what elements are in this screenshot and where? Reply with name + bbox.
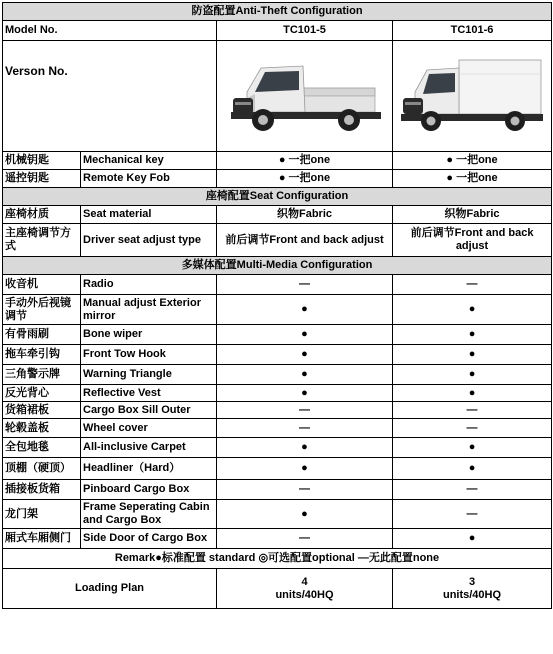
loading-a-unit: units/40HQ bbox=[275, 588, 334, 601]
row-value-b: ● bbox=[393, 529, 552, 549]
row-value-a: 前后调节Front and back adjust bbox=[217, 224, 393, 257]
row-value-a: ● bbox=[217, 365, 393, 385]
loading-row bbox=[3, 569, 552, 609]
row-value-b: ● bbox=[393, 345, 552, 365]
row-value-b: ● bbox=[393, 325, 552, 345]
row-en-label: Frame Seperating Cabin and Cargo Box bbox=[81, 500, 217, 529]
row-en-label: Cargo Box Sill Outer bbox=[81, 402, 217, 419]
row-value-b: ● 一把one bbox=[393, 170, 552, 188]
row-cn-label: 收音机 bbox=[3, 275, 81, 295]
row-cn-label: 三角警示牌 bbox=[3, 365, 81, 385]
version-row bbox=[3, 41, 552, 152]
row-en-label: All-inclusive Carpet bbox=[81, 438, 217, 458]
row-en-label: Warning Triangle bbox=[81, 365, 217, 385]
row-en-label: Pinboard Cargo Box bbox=[81, 480, 217, 500]
table-row bbox=[3, 224, 552, 257]
table-row bbox=[3, 295, 552, 325]
loading-b-unit: units/40HQ bbox=[442, 588, 502, 601]
row-en-label: Driver seat adjust type bbox=[81, 224, 217, 257]
table-row bbox=[3, 345, 552, 365]
loading-a bbox=[217, 569, 393, 609]
row-value-a: ● bbox=[217, 500, 393, 529]
remark-row bbox=[3, 549, 552, 569]
row-cn-label: 全包地毯 bbox=[3, 438, 81, 458]
row-value-b: ● 一把one bbox=[393, 152, 552, 170]
row-value-a: 织物Fabric bbox=[217, 206, 393, 224]
table-row bbox=[3, 458, 552, 480]
row-value-a: ● bbox=[217, 458, 393, 480]
row-value-a: ● bbox=[217, 438, 393, 458]
row-cn-label: 厢式车厢侧门 bbox=[3, 529, 81, 549]
table-row bbox=[3, 206, 552, 224]
row-value-a: ● 一把one bbox=[217, 152, 393, 170]
row-value-a: ● bbox=[217, 325, 393, 345]
row-value-a: — bbox=[217, 480, 393, 500]
row-cn-label: 座椅材质 bbox=[3, 206, 81, 224]
spec-table bbox=[2, 2, 552, 609]
row-value-a: ● bbox=[217, 295, 393, 325]
loading-label: Loading Plan bbox=[3, 569, 217, 609]
model-row bbox=[3, 21, 552, 41]
row-en-label: Front Tow Hook bbox=[81, 345, 217, 365]
row-cn-label: 反光背心 bbox=[3, 385, 81, 402]
row-value-b: ● bbox=[393, 295, 552, 325]
table-row bbox=[3, 438, 552, 458]
row-en-label: Mechanical key bbox=[81, 152, 217, 170]
row-cn-label: 货箱裙板 bbox=[3, 402, 81, 419]
row-en-label: Radio bbox=[81, 275, 217, 295]
table-row bbox=[3, 480, 552, 500]
row-value-b: — bbox=[393, 500, 552, 529]
truck-a-cell bbox=[217, 41, 393, 152]
table-row bbox=[3, 325, 552, 345]
model-label: Model No. bbox=[3, 21, 217, 41]
version-label: Verson No. bbox=[3, 41, 217, 152]
row-value-a: — bbox=[217, 275, 393, 295]
row-cn-label: 机械钥匙 bbox=[3, 152, 81, 170]
row-value-a: — bbox=[217, 402, 393, 419]
remark-text: Remark●标准配置 standard ◎可选配置optional —无此配置none bbox=[3, 549, 552, 569]
row-en-label: Reflective Vest bbox=[81, 385, 217, 402]
row-en-label: Side Door of Cargo Box bbox=[81, 529, 217, 549]
row-cn-label: 顶棚（硬顶） bbox=[3, 458, 81, 480]
row-value-a: ● bbox=[217, 345, 393, 365]
row-value-b: — bbox=[393, 480, 552, 500]
section-title: 座椅配置Seat Configuration bbox=[3, 188, 552, 206]
table-row bbox=[3, 385, 552, 402]
row-value-a: — bbox=[217, 419, 393, 438]
row-value-a: ● bbox=[217, 385, 393, 402]
row-value-b: ● bbox=[393, 458, 552, 480]
truck-b-cell bbox=[393, 41, 552, 152]
table-row bbox=[3, 365, 552, 385]
row-value-b: ● bbox=[393, 365, 552, 385]
box-truck-icon bbox=[397, 54, 547, 138]
row-value-b: — bbox=[393, 275, 552, 295]
section-title: 多媒体配置Multi-Media Configuration bbox=[3, 257, 552, 275]
row-cn-label: 遥控钥匙 bbox=[3, 170, 81, 188]
section-seat bbox=[3, 188, 552, 206]
row-value-a: — bbox=[217, 529, 393, 549]
loading-a-num: 4 bbox=[301, 575, 308, 588]
row-value-a: ● 一把one bbox=[217, 170, 393, 188]
row-cn-label: 龙门架 bbox=[3, 500, 81, 529]
section-multimedia bbox=[3, 257, 552, 275]
row-cn-label: 有骨雨刷 bbox=[3, 325, 81, 345]
table-row bbox=[3, 275, 552, 295]
row-en-label: Remote Key Fob bbox=[81, 170, 217, 188]
row-value-b: — bbox=[393, 402, 552, 419]
table-row bbox=[3, 152, 552, 170]
row-en-label: Bone wiper bbox=[81, 325, 217, 345]
model-b: TC101-6 bbox=[393, 21, 552, 41]
row-cn-label: 插接板货箱 bbox=[3, 480, 81, 500]
model-a: TC101-5 bbox=[217, 21, 393, 41]
table-row bbox=[3, 170, 552, 188]
row-value-b: 织物Fabric bbox=[393, 206, 552, 224]
table-row bbox=[3, 529, 552, 549]
loading-b-num: 3 bbox=[468, 575, 476, 588]
section-title: 防盗配置Anti-Theft Configuration bbox=[3, 3, 552, 21]
row-cn-label: 手动外后视镜调节 bbox=[3, 295, 81, 325]
row-value-b: — bbox=[393, 419, 552, 438]
row-en-label: Headliner（Hard） bbox=[81, 458, 217, 480]
row-value-b: 前后调节Front and back adjust bbox=[393, 224, 552, 257]
row-value-b: ● bbox=[393, 438, 552, 458]
row-cn-label: 拖车牵引钩 bbox=[3, 345, 81, 365]
pickup-truck-icon bbox=[225, 54, 385, 138]
row-en-label: Wheel cover bbox=[81, 419, 217, 438]
table-row bbox=[3, 419, 552, 438]
table-row bbox=[3, 402, 552, 419]
table-row bbox=[3, 500, 552, 529]
row-value-b: ● bbox=[393, 385, 552, 402]
section-anti-theft bbox=[3, 3, 552, 21]
loading-b bbox=[393, 569, 552, 609]
row-en-label: Seat material bbox=[81, 206, 217, 224]
row-cn-label: 轮毂盖板 bbox=[3, 419, 81, 438]
row-en-label: Manual adjust Exterior mirror bbox=[81, 295, 217, 325]
row-cn-label: 主座椅调节方式 bbox=[3, 224, 81, 257]
